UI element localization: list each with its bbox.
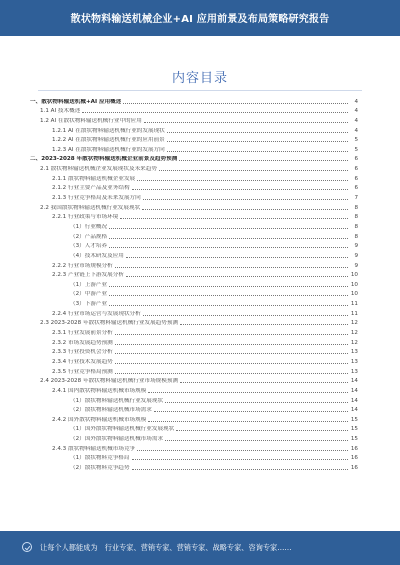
report-header-bar	[0, 0, 400, 36]
toc-divider	[38, 90, 362, 91]
toc-entry[interactable]	[30, 220, 358, 230]
toc-entry[interactable]	[30, 442, 358, 452]
toc-page-number: 10	[350, 291, 358, 298]
toc-page-number: 11	[350, 310, 358, 317]
toc-page-number: 6	[354, 175, 358, 182]
toc-entry-label: 2.4.1 国内散状物料输送机械市场规模	[52, 387, 147, 394]
toc-dot-leader	[115, 344, 348, 345]
toc-entry-label: 二、2023-2028 年散状物料输送机械企业前景及趋势预测	[30, 156, 178, 163]
toc-dot-leader	[154, 411, 348, 412]
toc-entry-label: 2.2.1 行业政策与市场环境	[52, 214, 119, 221]
toc-entry[interactable]	[30, 153, 358, 163]
toc-dot-leader	[109, 228, 348, 229]
toc-entry[interactable]	[30, 134, 358, 144]
toc-page-number: 14	[350, 397, 358, 404]
toc-page-number: 12	[350, 320, 358, 327]
toc-dot-leader	[176, 430, 348, 431]
toc-entry-label: 1.2.1 AI 在散状物料输送机械行业的发展现状	[52, 127, 165, 134]
toc-entry-label: 2.2.2 行业市场规模分析	[52, 262, 113, 269]
toc-dot-leader	[109, 295, 348, 296]
toc-entry[interactable]	[30, 259, 358, 269]
toc-page-number: 13	[350, 358, 358, 365]
toc-entry-label: 2.4.2 国外散状物料输送机械市场规模	[52, 416, 147, 423]
toc-page-number: 8	[354, 204, 358, 211]
table-of-contents	[30, 95, 358, 471]
toc-page-number: 14	[350, 407, 358, 414]
toc-entry[interactable]	[30, 461, 358, 471]
toc-entry[interactable]	[30, 297, 358, 307]
toc-dot-leader	[132, 189, 348, 190]
report-title: 散状物料输送机械企业+AI 应用前景及布局策略研究报告	[70, 14, 330, 25]
toc-entry-label: 2.1.1 散状物料输送机械企业发展	[52, 175, 136, 182]
toc-entry[interactable]	[30, 191, 358, 201]
toc-page-number: 12	[350, 330, 358, 337]
toc-dot-leader	[167, 151, 348, 152]
toc-page-number: 16	[350, 455, 358, 462]
toc-entry[interactable]	[30, 413, 358, 423]
toc-entry[interactable]	[30, 288, 358, 298]
toc-entry[interactable]	[30, 114, 358, 124]
toc-entry-label: 2.3.1 行业发展前景分析	[52, 330, 113, 337]
toc-page-number: 10	[350, 272, 358, 279]
toc-entry-label: 2.3.3 行业投资机会分析	[52, 349, 113, 356]
toc-page-number: 6	[354, 166, 358, 173]
toc-page-number: 6	[354, 185, 358, 192]
toc-dot-leader	[144, 122, 348, 123]
toc-entry[interactable]	[30, 162, 358, 172]
toc-entry-label: 1.1 AI 技术概述	[40, 108, 81, 115]
toc-dot-leader	[115, 334, 348, 335]
toc-dot-leader	[180, 382, 348, 383]
toc-entry-label: 2.3.2 市场发展趋势预测	[52, 339, 113, 346]
toc-entry-label: 2.1.3 行业竞争格局及未来发展方向	[52, 195, 141, 202]
toc-page-number: 12	[350, 339, 358, 346]
toc-dot-leader	[179, 160, 348, 161]
toc-page-number: 6	[354, 156, 358, 163]
toc-entry[interactable]	[30, 432, 358, 442]
toc-entry[interactable]	[30, 394, 358, 404]
toc-entry-label: 2.4 2023-2028 年散状物料输送机械行业市场规模预测	[40, 378, 179, 385]
footer-bar	[0, 531, 400, 565]
toc-entry[interactable]	[30, 365, 358, 375]
toc-page-number: 11	[350, 301, 358, 308]
toc-dot-leader	[126, 276, 348, 277]
toc-page-number: 15	[350, 426, 358, 433]
toc-entry[interactable]	[30, 278, 358, 288]
toc-page-number: 13	[350, 349, 358, 356]
toc-page-number: 14	[350, 387, 358, 394]
toc-entry[interactable]	[30, 172, 358, 182]
toc-entry[interactable]	[30, 182, 358, 192]
toc-dot-leader	[165, 402, 348, 403]
toc-entry[interactable]	[30, 211, 358, 221]
toc-page-number: 13	[350, 368, 358, 375]
toc-entry-label: 2.2.3 产业链上下游发展分析	[52, 272, 124, 279]
toc-dot-leader	[165, 440, 348, 441]
toc-dot-leader	[109, 286, 348, 287]
toc-entry[interactable]	[30, 423, 358, 433]
toc-dot-leader	[115, 373, 348, 374]
toc-page-number: 9	[354, 243, 358, 250]
toc-entry[interactable]	[30, 124, 358, 134]
toc-dot-leader	[148, 421, 348, 422]
toc-entry[interactable]	[30, 375, 358, 385]
toc-dot-leader	[115, 353, 348, 354]
toc-dot-leader	[123, 103, 348, 104]
toc-dot-leader	[132, 469, 349, 470]
toc-entry-label: （1）散状物料输送机械行业发展现状	[70, 397, 164, 404]
toc-dot-leader	[143, 199, 348, 200]
toc-page-number: 4	[354, 98, 358, 105]
toc-dot-leader	[115, 267, 348, 268]
toc-entry-label: （2）散状物料竞争趋势	[70, 464, 130, 471]
toc-entry[interactable]	[30, 143, 358, 153]
toc-dot-leader	[180, 324, 348, 325]
toc-page-number: 15	[350, 416, 358, 423]
toc-dot-leader	[109, 305, 348, 306]
toc-page-number: 9	[354, 252, 358, 259]
toc-entry-label: （1）散状物料竞争格局	[70, 455, 130, 462]
toc-entry-label: （3）下游产业	[70, 301, 108, 308]
toc-dot-leader	[137, 180, 348, 181]
toc-entry-label: （1）国外散状物料输送机械行业发展现状	[70, 426, 175, 433]
toc-entry[interactable]	[30, 355, 358, 365]
toc-entry[interactable]	[30, 346, 358, 356]
toc-entry[interactable]	[30, 269, 358, 279]
toc-dot-leader	[109, 238, 348, 239]
toc-page-number: 14	[350, 378, 358, 385]
toc-page-number: 5	[354, 137, 358, 144]
toc-entry[interactable]	[30, 384, 358, 394]
toc-entry-label: （4）技术研发及应用	[70, 252, 124, 259]
toc-entry-label: 1.2.2 AI 在散状物料输送机械行业的应用前景	[52, 137, 165, 144]
toc-entry-label: （2）散状物料输送机械市场需求	[70, 407, 152, 414]
toc-entry-label: 2.2 我国散状物料输送机械行业发展现状	[40, 204, 141, 211]
toc-entry-label: （2）产品规格	[70, 233, 108, 240]
toc-dot-leader	[137, 450, 348, 451]
toc-entry-label: 2.1 散状物料输送机械企业发展现状及未来趋势	[40, 166, 157, 173]
toc-dot-leader	[115, 363, 348, 364]
toc-entry-label: 一、散状物料输送机械+AI 应用概述	[30, 98, 122, 105]
toc-entry[interactable]	[30, 105, 358, 115]
toc-entry-label: （2）国外散状物料输送机械市场需求	[70, 436, 164, 443]
toc-page-number: 8	[354, 233, 358, 240]
toc-entry[interactable]	[30, 249, 358, 259]
toc-page-number: 4	[354, 108, 358, 115]
toc-dot-leader	[159, 170, 348, 171]
toc-entry[interactable]	[30, 326, 358, 336]
toc-page-number: 16	[350, 464, 358, 471]
toc-page-number: 8	[354, 223, 358, 230]
toc-dot-leader	[132, 459, 349, 460]
toc-page-number: 4	[354, 117, 358, 124]
toc-dot-leader	[109, 247, 348, 248]
toc-entry-label: 2.3.5 行业竞争格局预测	[52, 368, 113, 375]
toc-entry-label: 2.3 2023-2028 年散状物料输送机械行业发展趋势预测	[40, 320, 179, 327]
toc-entry-label: （3）人才培养	[70, 243, 108, 250]
toc-entry-label: （2）中游产业	[70, 291, 108, 298]
toc-dot-leader	[143, 315, 348, 316]
toc-heading: 内容目录	[171, 71, 228, 86]
toc-page-number: 4	[354, 127, 358, 134]
toc-entry[interactable]	[30, 201, 358, 211]
toc-entry-label: 2.2.4 行业市场运营与发展现状分析	[52, 310, 141, 317]
toc-page-number: 9	[354, 262, 358, 269]
toc-entry[interactable]	[30, 336, 358, 346]
toc-entry-label: 2.3.4 行业技术发展趋势	[52, 358, 113, 365]
toc-dot-leader	[126, 257, 348, 258]
toc-dot-leader	[167, 141, 348, 142]
toc-entry-label: 1.2 AI 在散状物料输送机械行业中的应用	[40, 117, 142, 124]
toc-entry[interactable]	[30, 307, 358, 317]
toc-page-number: 5	[354, 146, 358, 153]
toc-entry[interactable]	[30, 95, 358, 105]
toc-entry[interactable]	[30, 317, 358, 327]
footer-slogan: 让每个人都能成为 行业专家、营销专家、营销专家、战略专家、咨询专家……	[40, 543, 292, 552]
toc-dot-leader	[120, 218, 348, 219]
toc-dot-leader	[148, 392, 348, 393]
toc-entry[interactable]	[30, 230, 358, 240]
toc-page-number: 8	[354, 214, 358, 221]
toc-entry-label: 2.1.2 行业主要产品及业务结构	[52, 185, 130, 192]
toc-entry-label: 1.2.3 AI 在散状物料输送机械行业的发展方向	[52, 146, 165, 153]
toc-page-number: 7	[354, 195, 358, 202]
toc-entry[interactable]	[30, 404, 358, 414]
toc-page-number: 10	[350, 281, 358, 288]
toc-entry-label: （1）行业概况	[70, 223, 108, 230]
toc-page-number: 16	[350, 445, 358, 452]
toc-page-number: 15	[350, 436, 358, 443]
toc-entry[interactable]	[30, 240, 358, 250]
toc-dot-leader	[142, 209, 348, 210]
toc-dot-leader	[167, 132, 348, 133]
toc-entry[interactable]	[30, 452, 358, 462]
toc-dot-leader	[82, 112, 348, 113]
check-circle-icon	[22, 542, 32, 552]
toc-entry-label: （1）上游产业	[70, 281, 108, 288]
toc-entry-label: 2.4.3 散状物料输送机械市场竞争	[52, 445, 136, 452]
